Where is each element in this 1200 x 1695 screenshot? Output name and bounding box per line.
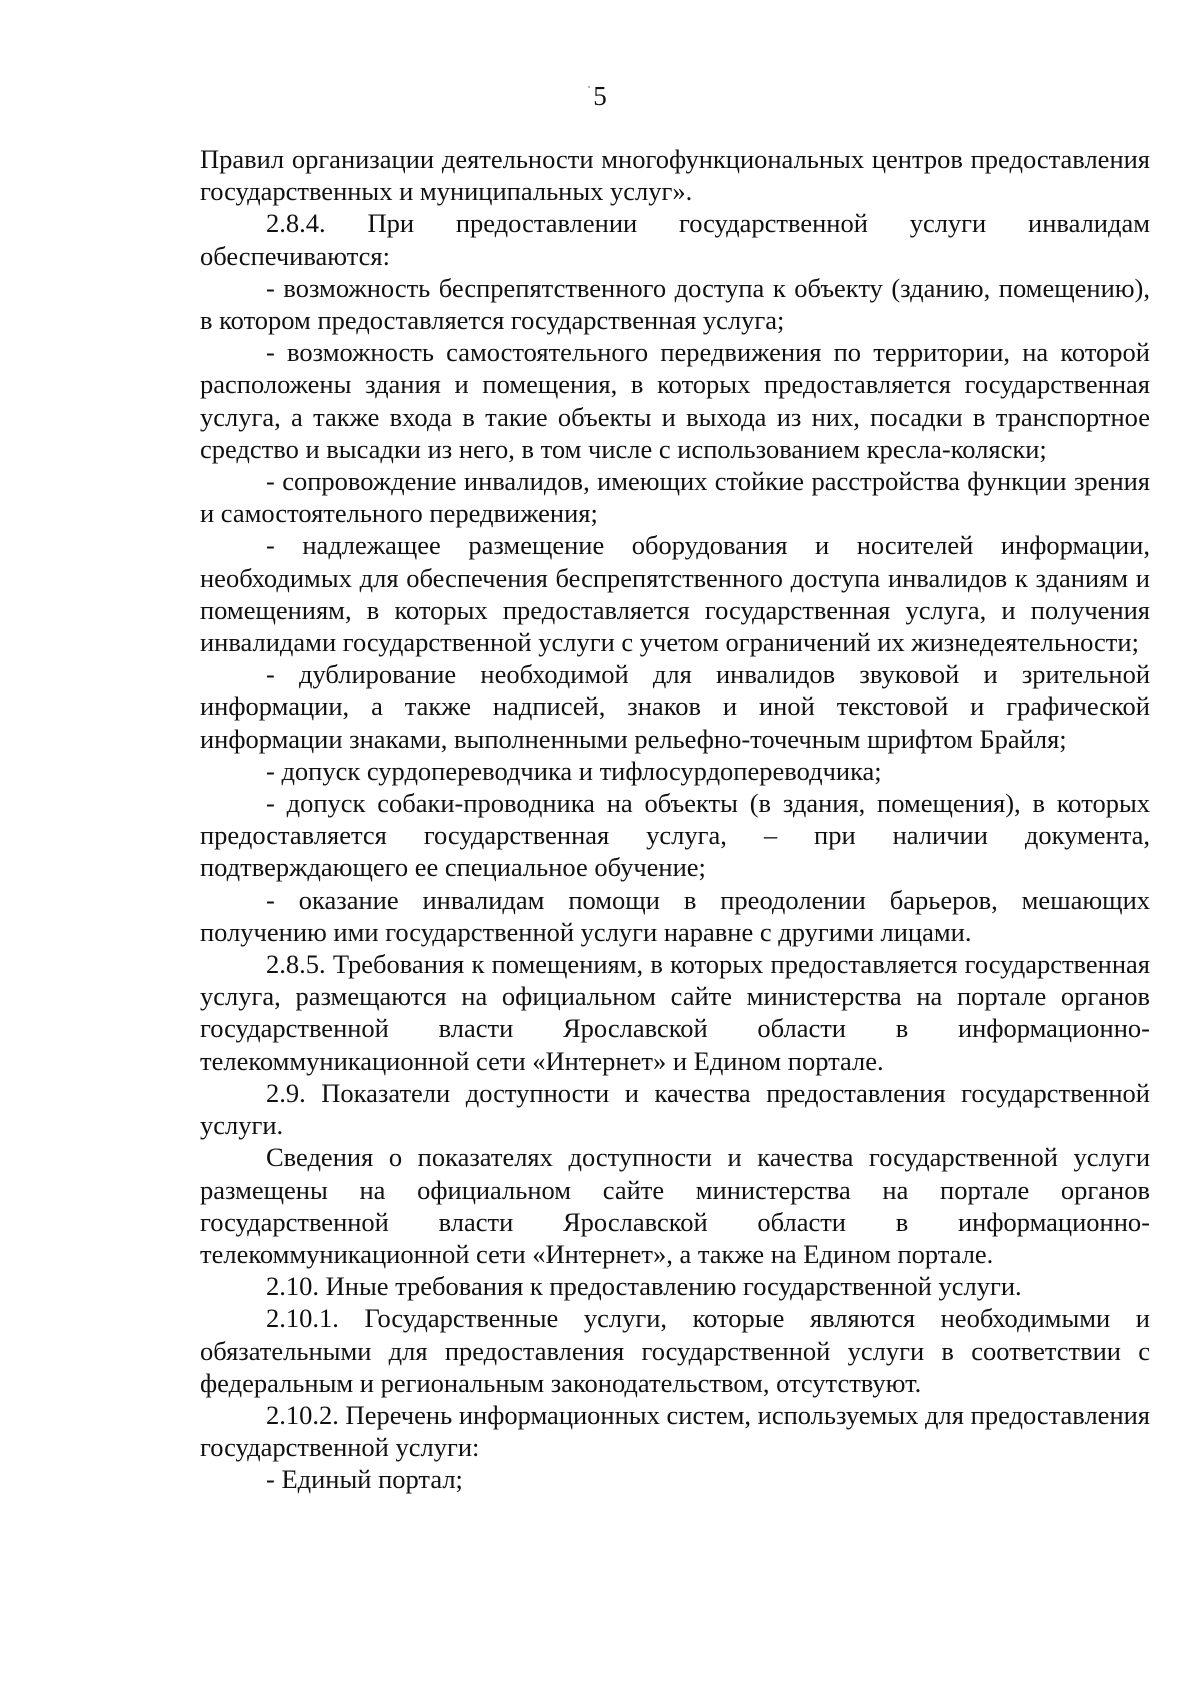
paragraph-indicators: Сведения о показателях доступности и качества государственной услуги размещены на официальном сайте министерства на портале органов государственной власти Ярославской области в информационно-телекоммуникационной сети «Интернет», а также на Едином портале.: [200, 1142, 1150, 1269]
list-item-assistance: - оказание инвалидам помощи в преодолении барьеров, мешающих получению ими государственной услуги наравне с другими лицами.: [200, 884, 1150, 947]
paragraph-2-8-4: 2.8.4. При предоставлении государственной услуги инвалидам обеспечиваются:: [200, 208, 1150, 271]
list-item-guide-dog: - допуск собаки-проводника на объекты (в здания, помещения), в которых предоставляется государственная услуга, – при наличии документа, подтверждающего ее специальное обучение;: [200, 788, 1150, 883]
paragraph-2-10-1: 2.10.1. Государственные услуги, которые являются необходимыми и обязательными для предоставления государственной услуги в соответствии с федеральным и региональным законодательством, отсутствуют.: [200, 1303, 1150, 1398]
list-item-equipment: - надлежащее размещение оборудования и носителей информации, необходимых для обеспечения беспрепятственного доступа инвалидов к зданиям и помещениям, в которых предоставляется государственная услуга, и получения инвалидами государственной услуги с учетом ограничений их жизнедеятельности;: [200, 530, 1150, 658]
list-item-movement: - возможность самостоятельного передвижения по территории, на которой расположены здания и помещения, в которых предоставляется государственная услуга, а также входа в такие объекты и выхода из них, посадки в транспортное средство и высадки из него, в том числе с использованием кресла-коляски;: [200, 337, 1150, 464]
page-number: 5: [593, 81, 607, 111]
paragraph-2-10: 2.10. Иные требования к предоставлению государственной услуги.: [266, 1271, 1022, 1302]
list-item-interpreter: - допуск сурдопереводчика и тифлосурдопереводчика;: [266, 755, 882, 786]
list-item-access: - возможность беспрепятственного доступа к объекту (зданию, помещению), в котором предоставляется государственная услуга;: [200, 272, 1150, 336]
list-item-unified-portal: - Единый портал;: [266, 1464, 463, 1495]
list-item-braille: - дублирование необходимой для инвалидов звуковой и зрительной информации, а также надписей, знаков и иной текстовой и графической информации знаками, выполненными рельефно-точечным шрифтом Брайля;: [200, 659, 1150, 754]
list-item-escort: - сопровождение инвалидов, имеющих стойкие расстройства функции зрения и самостоятельного передвижения;: [200, 466, 1150, 529]
paragraph-2-9: 2.9. Показатели доступности и качества предоставления государственной услуги.: [200, 1077, 1150, 1141]
paragraph-continuation: Правил организации деятельности многофункциональных центров предоставления государственных и муниципальных услуг».: [200, 144, 1150, 207]
paragraph-2-8-5: 2.8.5. Требования к помещениям, в которых предоставляется государственная услуга, размещаются на официальном сайте министерства на портале органов государственной власти Ярославской области в информационно-телекоммуникационной сети «Интернет» и Едином портале.: [200, 949, 1150, 1076]
paragraph-2-10-2: 2.10.2. Перечень информационных систем, используемых для предоставления государственной услуги:: [200, 1399, 1150, 1463]
document-body: [200, 143, 1150, 1496]
